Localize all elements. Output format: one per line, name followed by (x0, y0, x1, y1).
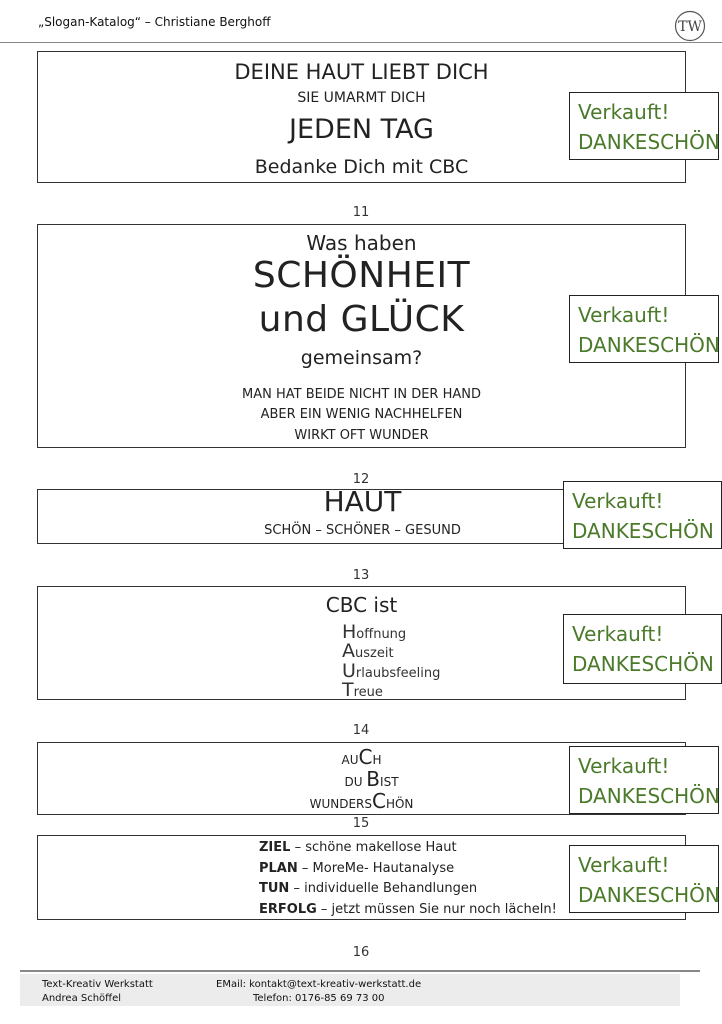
sold-badge-1 (569, 92, 719, 160)
slogan-1-line-1: DEINE HAUT LIEBT DICH (234, 60, 489, 84)
slogan-2-line-2: SCHÖNHEIT (252, 255, 471, 296)
slogan-4-line-1: CBC ist (325, 593, 398, 617)
sold-badge-line-2: DANKESCHÖN (572, 652, 714, 676)
sold-badge-line-1: Verkauft! (578, 303, 670, 327)
sold-badge-line-1: Verkauft! (572, 489, 664, 513)
footer-company: Text-Kreativ Werkstatt (42, 979, 153, 990)
sold-badge-line-1: Verkauft! (578, 853, 670, 877)
slogan-2-line-5: MAN HAT BEIDE NICHT IN DER HAND (242, 387, 481, 402)
footer-phone: Telefon: 0176-85 69 73 00 (253, 993, 385, 1004)
slogan-box-3 (37, 485, 569, 544)
sold-badge-2 (569, 295, 719, 363)
sold-badge-line-2: DANKESCHÖN (578, 333, 720, 357)
slogan-2-line-6: ABER EIN WENIG NACHHELFEN (260, 407, 463, 422)
slogan-2-line-7: WIRKT OFT WUNDER (294, 428, 429, 443)
footer-divider (20, 970, 700, 972)
slogan-6-row-tun: TUN – individuelle Behandlungen (259, 881, 478, 896)
slogan-number-16: 16 (352, 945, 370, 960)
slogan-number-12: 12 (352, 472, 370, 487)
sold-badge-line-2: DANKESCHÖN (578, 784, 720, 808)
slogan-2-line-3: und GLÜCK (258, 299, 465, 340)
sold-badge-4 (563, 614, 722, 684)
slogan-6-row-erfolg: ERFOLG – jetzt müssen Sie nur noch lächeln! (259, 902, 557, 917)
slogan-2-line-1: Was haben (306, 231, 417, 255)
sold-badge-3 (563, 481, 722, 549)
sold-badge-6 (569, 845, 719, 913)
slogan-number-15: 15 (352, 816, 370, 831)
slogan-6-row-plan: PLAN – MoreMe- Hautanalyse (259, 861, 455, 876)
sold-badge-line-2: DANKESCHÖN (572, 519, 714, 543)
slogan-3-line-1: HAUT (323, 485, 402, 518)
slogan-2-line-4: gemeinsam? (300, 347, 423, 369)
slogan-1-line-4: Bedanke Dich mit CBC (254, 156, 469, 178)
slogan-3-line-2: SCHÖN – SCHÖNER – GESUND (264, 523, 461, 538)
footer-email: EMail: kontakt@text-kreativ-werkstatt.de (216, 979, 422, 990)
slogan-1-line-3: JEDEN TAG (289, 114, 434, 145)
acrostic-row-1: Hoffnung (342, 621, 407, 643)
slogan-1-line-2: SIE UMARMT DICH (297, 90, 426, 106)
acrostic-row-4: Treue (342, 679, 383, 701)
sold-badge-5 (569, 746, 719, 814)
document-header-title: „Slogan-Katalog“ – Christiane Berghoff (38, 15, 271, 29)
sold-badge-line-1: Verkauft! (572, 622, 664, 646)
acrostic-row-3: Urlaubsfeeling (342, 660, 441, 682)
acrostic-row-2: Auszeit (342, 640, 394, 662)
slogan-5-line-2: DU BIST (344, 767, 399, 791)
slogan-number-11: 11 (352, 205, 370, 220)
sold-badge-line-1: Verkauft! (578, 754, 670, 778)
footer-person: Andrea Schöffel (42, 993, 121, 1004)
tw-logo-icon (674, 10, 706, 42)
slogan-number-14: 14 (352, 723, 370, 738)
sold-badge-line-1: Verkauft! (578, 100, 670, 124)
sold-badge-line-2: DANKESCHÖN (578, 883, 720, 907)
sold-badge-line-2: DANKESCHÖN (578, 130, 720, 154)
logo-monogram: TW (678, 19, 702, 35)
slogan-5-line-1: AUCH (341, 745, 382, 769)
header-divider (0, 42, 722, 43)
slogan-5-line-3: WUNDERSCHÖN (309, 789, 414, 813)
slogan-number-13: 13 (352, 568, 370, 583)
slogan-6-row-ziel: ZIEL – schöne makellose Haut (259, 840, 457, 855)
